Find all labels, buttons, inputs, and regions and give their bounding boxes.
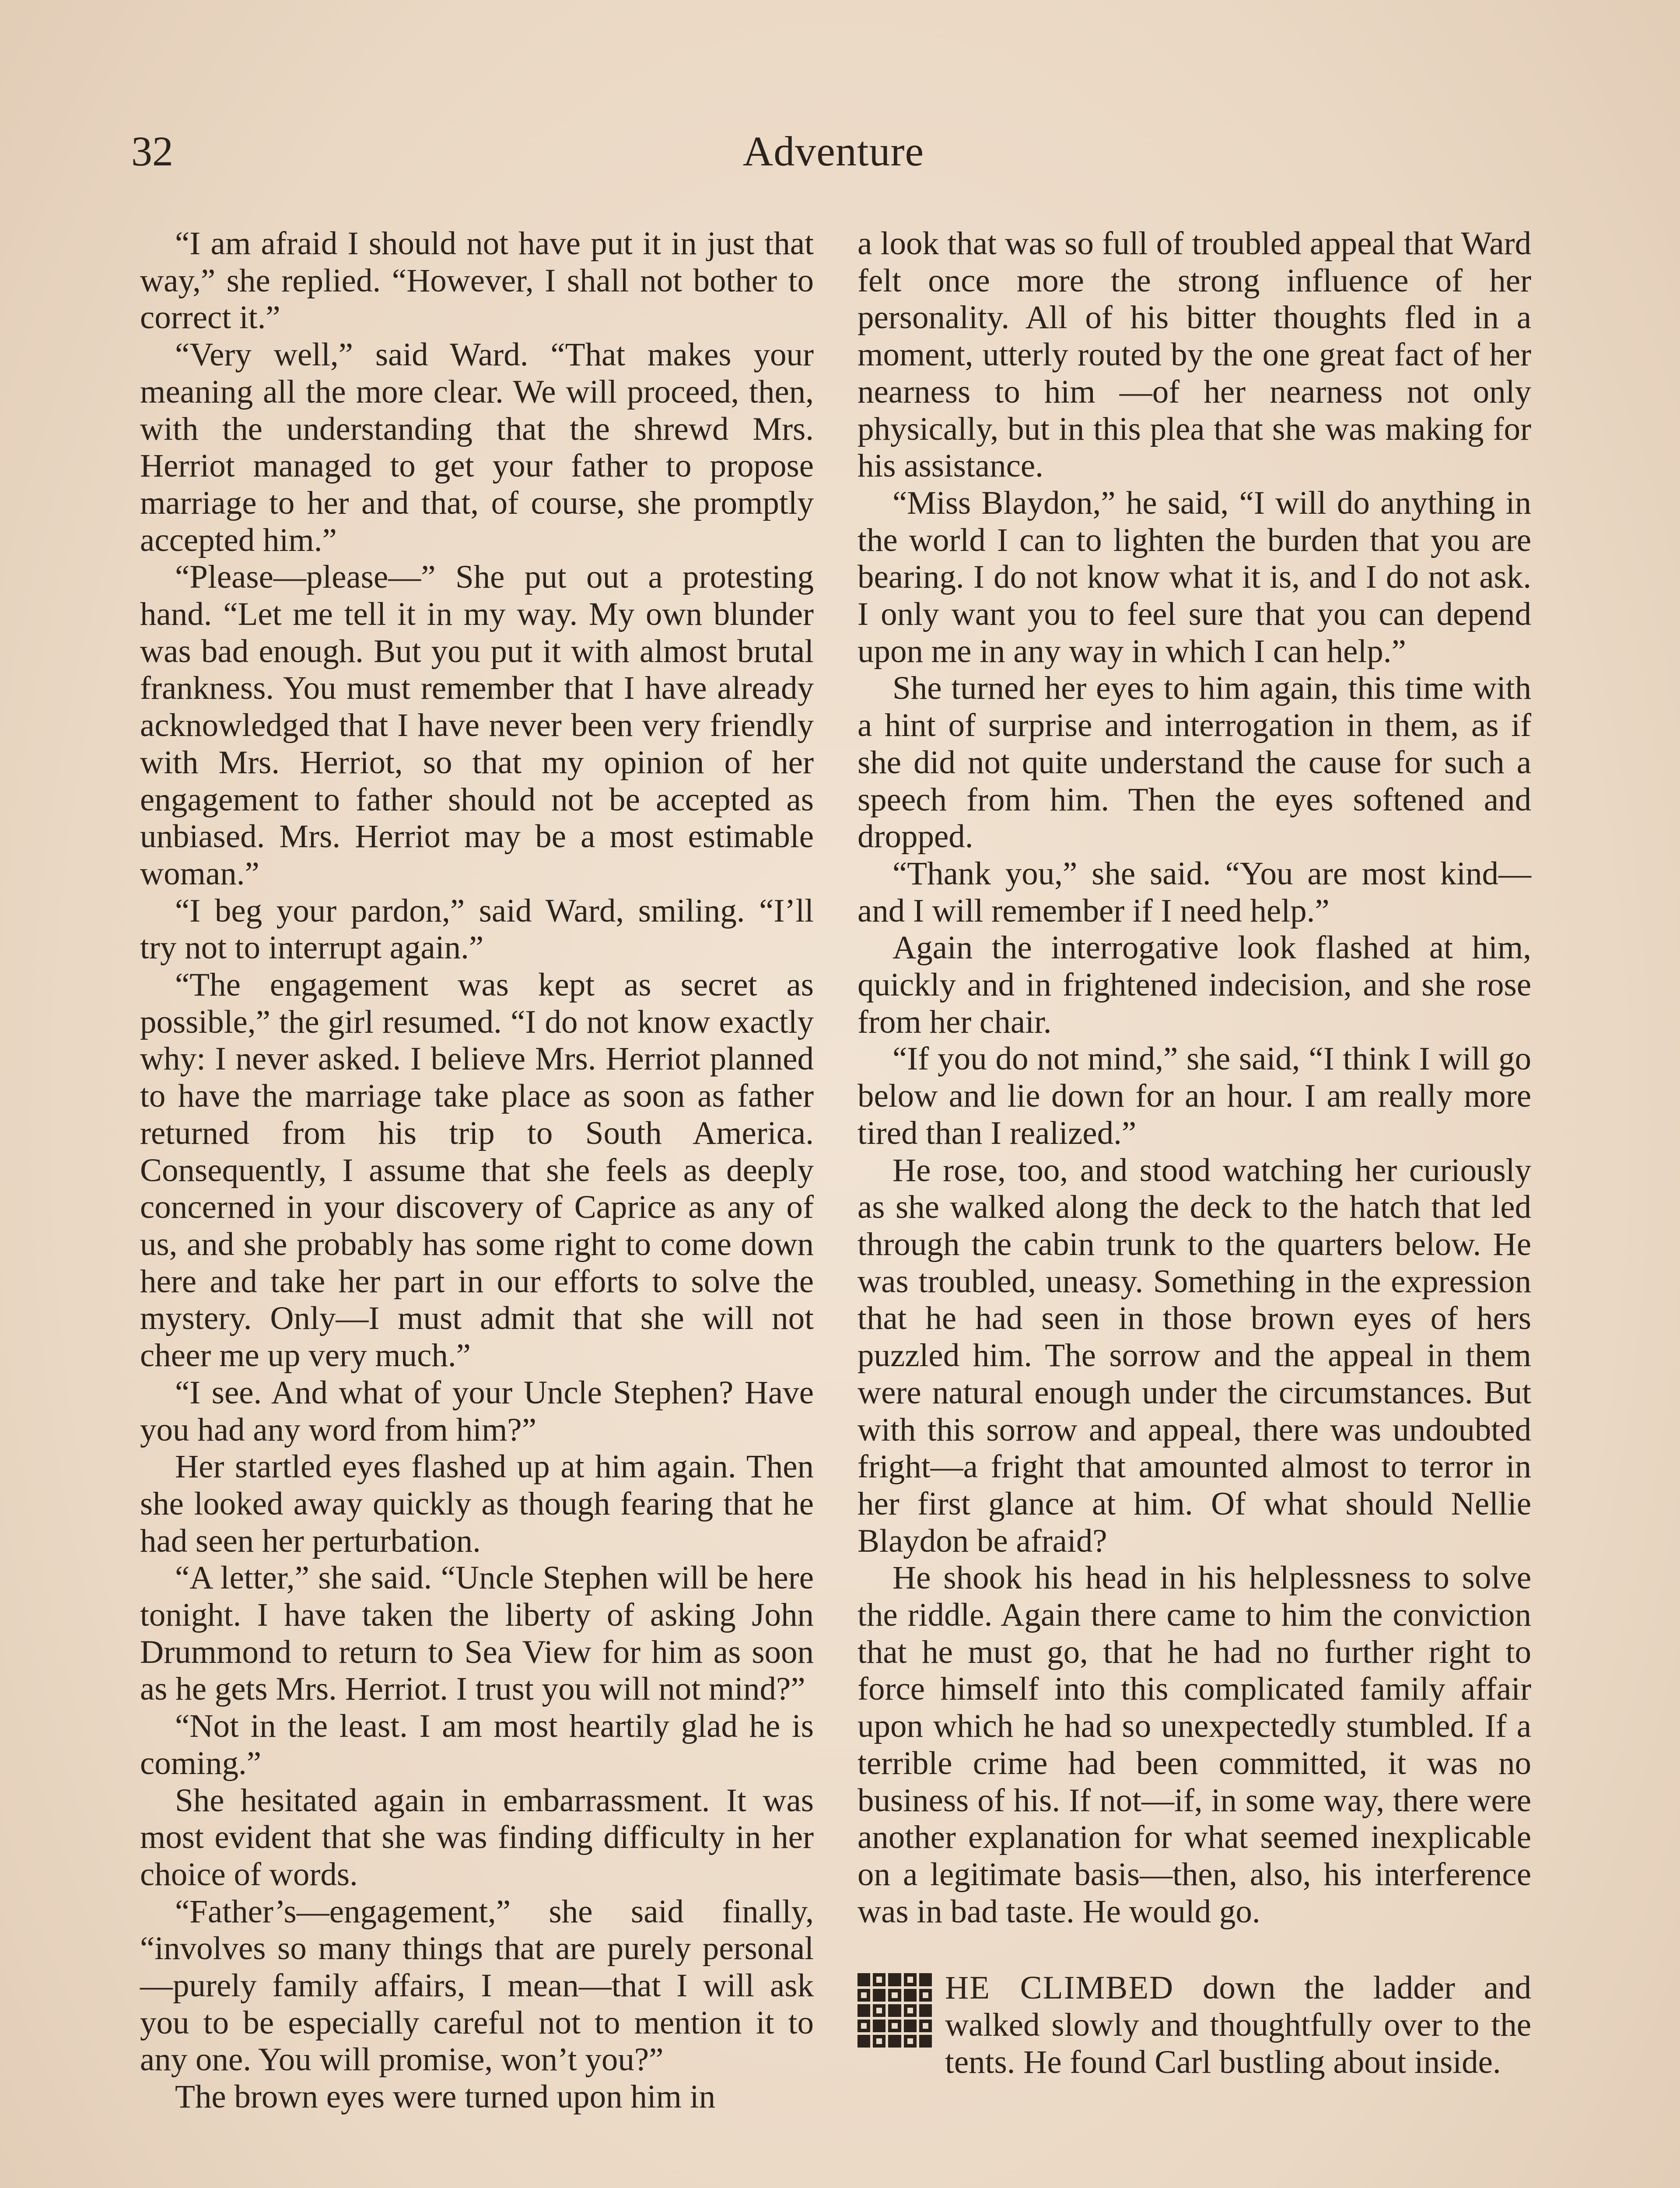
ornament-icon bbox=[858, 1973, 932, 2048]
paragraph: “I see. And what of your Uncle Stephen? Have you had any word from him?” bbox=[140, 1374, 814, 1448]
paragraph: “Father’s—engagement,” she said finally, “involves so many things that are purely personal—purely family affairs, I mean—that I will ask you to be especially careful not to mention it to any one. You will promise, won’t you?” bbox=[140, 1893, 814, 2078]
paragraph: Her startled eyes flashed up at him again. Then she looked away quickly as though fearing that he had seen her perturbation. bbox=[140, 1448, 814, 1559]
paragraph: “I beg your pardon,” said Ward, smiling. “I’ll try not to interrupt again.” bbox=[140, 892, 814, 966]
paragraph: Again the interrogative look flashed at him, quickly and in frightened indecision, and she rose from her chair. bbox=[858, 929, 1531, 1040]
paragraph: “If you do not mind,” she said, “I think I will go below and lie down for an hour. I am really more tired than I realized.” bbox=[858, 1041, 1531, 1151]
right-column bbox=[858, 225, 1531, 2081]
page-number: 32 bbox=[131, 128, 173, 175]
paragraph: The brown eyes were turned upon him in bbox=[175, 2079, 716, 2115]
left-column bbox=[140, 225, 814, 2116]
running-title: Adventure bbox=[742, 128, 924, 175]
section-lead-in: HE CLIMBED bbox=[945, 1970, 1174, 2006]
paragraph: “The engagement was kept as secret as possible,” the girl resumed. “I do not know exactly why: I never asked. I believe Mrs. Herriot planned to have the marriage take place as soon as father returned from his trip to South America. Consequently, I assume that she feels as deeply concerned in your discovery of Caprice as any of us, and she probably has some right to come down here and take her part in our efforts to solve the mystery. Only—I must admit that she will not cheer me up very much.” bbox=[140, 967, 814, 1374]
paragraph: He shook his head in his helplessness to solve the riddle. Again there came to him the conviction that he must go, that he had no further right to force himself into this complicated family affair upon which he had so unexpectedly stumbled. If a terrible crime had been committed, it was no business of his. If not—if, in some way, there were another explanation for what seemed inexplicable on a legitimate basis—then, also, his interference was in bad taste. He would go. bbox=[858, 1560, 1531, 1930]
paragraph: He rose, too, and stood watching her curiously as she walked along the deck to the hatch that led through the cabin trunk to the quarters below. He was troubled, uneasy. Something in the expression that he had seen in those brown eyes of hers puzzled him. The sorrow and the appeal in them were natural enough under the circumstances. But with this sorrow and appeal, there was undoubted fright—a fright that amounted almost to terror in her first glance at him. Of what should Nellie Blaydon be afraid? bbox=[858, 1152, 1531, 1559]
paragraph: “Very well,” said Ward. “That makes your meaning all the more clear. We will proceed, then, with the understanding that the shrewd Mrs. Herriot managed to get your father to propose marriage to her and that, of course, she promptly accepted him.” bbox=[140, 337, 814, 558]
paragraph: “Not in the least. I am most heartily glad he is coming.” bbox=[140, 1708, 814, 1781]
paragraph: She turned her eyes to him again, this time with a hint of surprise and interrogation in them, as if she did not quite understand the cause for such a speech from him. Then the eyes softened and dropped. bbox=[858, 670, 1531, 855]
page-header bbox=[131, 127, 1536, 184]
paragraph: “Miss Blaydon,” he said, “I will do anything in the world I can to lighten the burden that you are bearing. I do not know what it is, and I do not ask. I only want you to feel sure that you can depend upon me in any way in which I can help.” bbox=[858, 484, 1531, 670]
section-opening-paragraph bbox=[858, 1970, 1531, 2081]
section-break bbox=[858, 1970, 1531, 2081]
paragraph: “A letter,” she said. “Uncle Stephen will be here tonight. I have taken the liberty of asking John Drummond to return to Sea View for him as soon as he gets Mrs. Herriot. I trust you will not mind?” bbox=[140, 1560, 814, 1708]
section-text: down the ladder and walked slowly and thoughtfully over to the tents. He found Carl bustling about inside. bbox=[945, 1970, 1531, 2080]
paragraph: “I am afraid I should not have put it in just that way,” she replied. “However, I shall not bother to correct it.” bbox=[140, 225, 814, 336]
paragraph: She hesitated again in embarrassment. It was most evident that she was finding difficulty in her choice of words. bbox=[140, 1782, 814, 1893]
paragraph: “Please—please—” She put out a protesting hand. “Let me tell it in my way. My own blunder was bad enough. But you put it with almost brutal frankness. You must remember that I have already acknowledged that I have never been very friendly with Mrs. Herriot, so that my opinion of her engagement to father should not be accepted as unbiased. Mrs. Herriot may be a most estimable woman.” bbox=[140, 559, 814, 892]
paragraph: “Thank you,” she said. “You are most kind—and I will remember if I need help.” bbox=[858, 855, 1531, 929]
paragraph: a look that was so full of troubled appeal that Ward felt once more the strong influence of her personality. All of his bitter thoughts fled in a moment, utterly routed by the one great fact of her nearness to him —of her nearness not only physically, but in this plea that she was making for his assistance. bbox=[858, 225, 1531, 484]
